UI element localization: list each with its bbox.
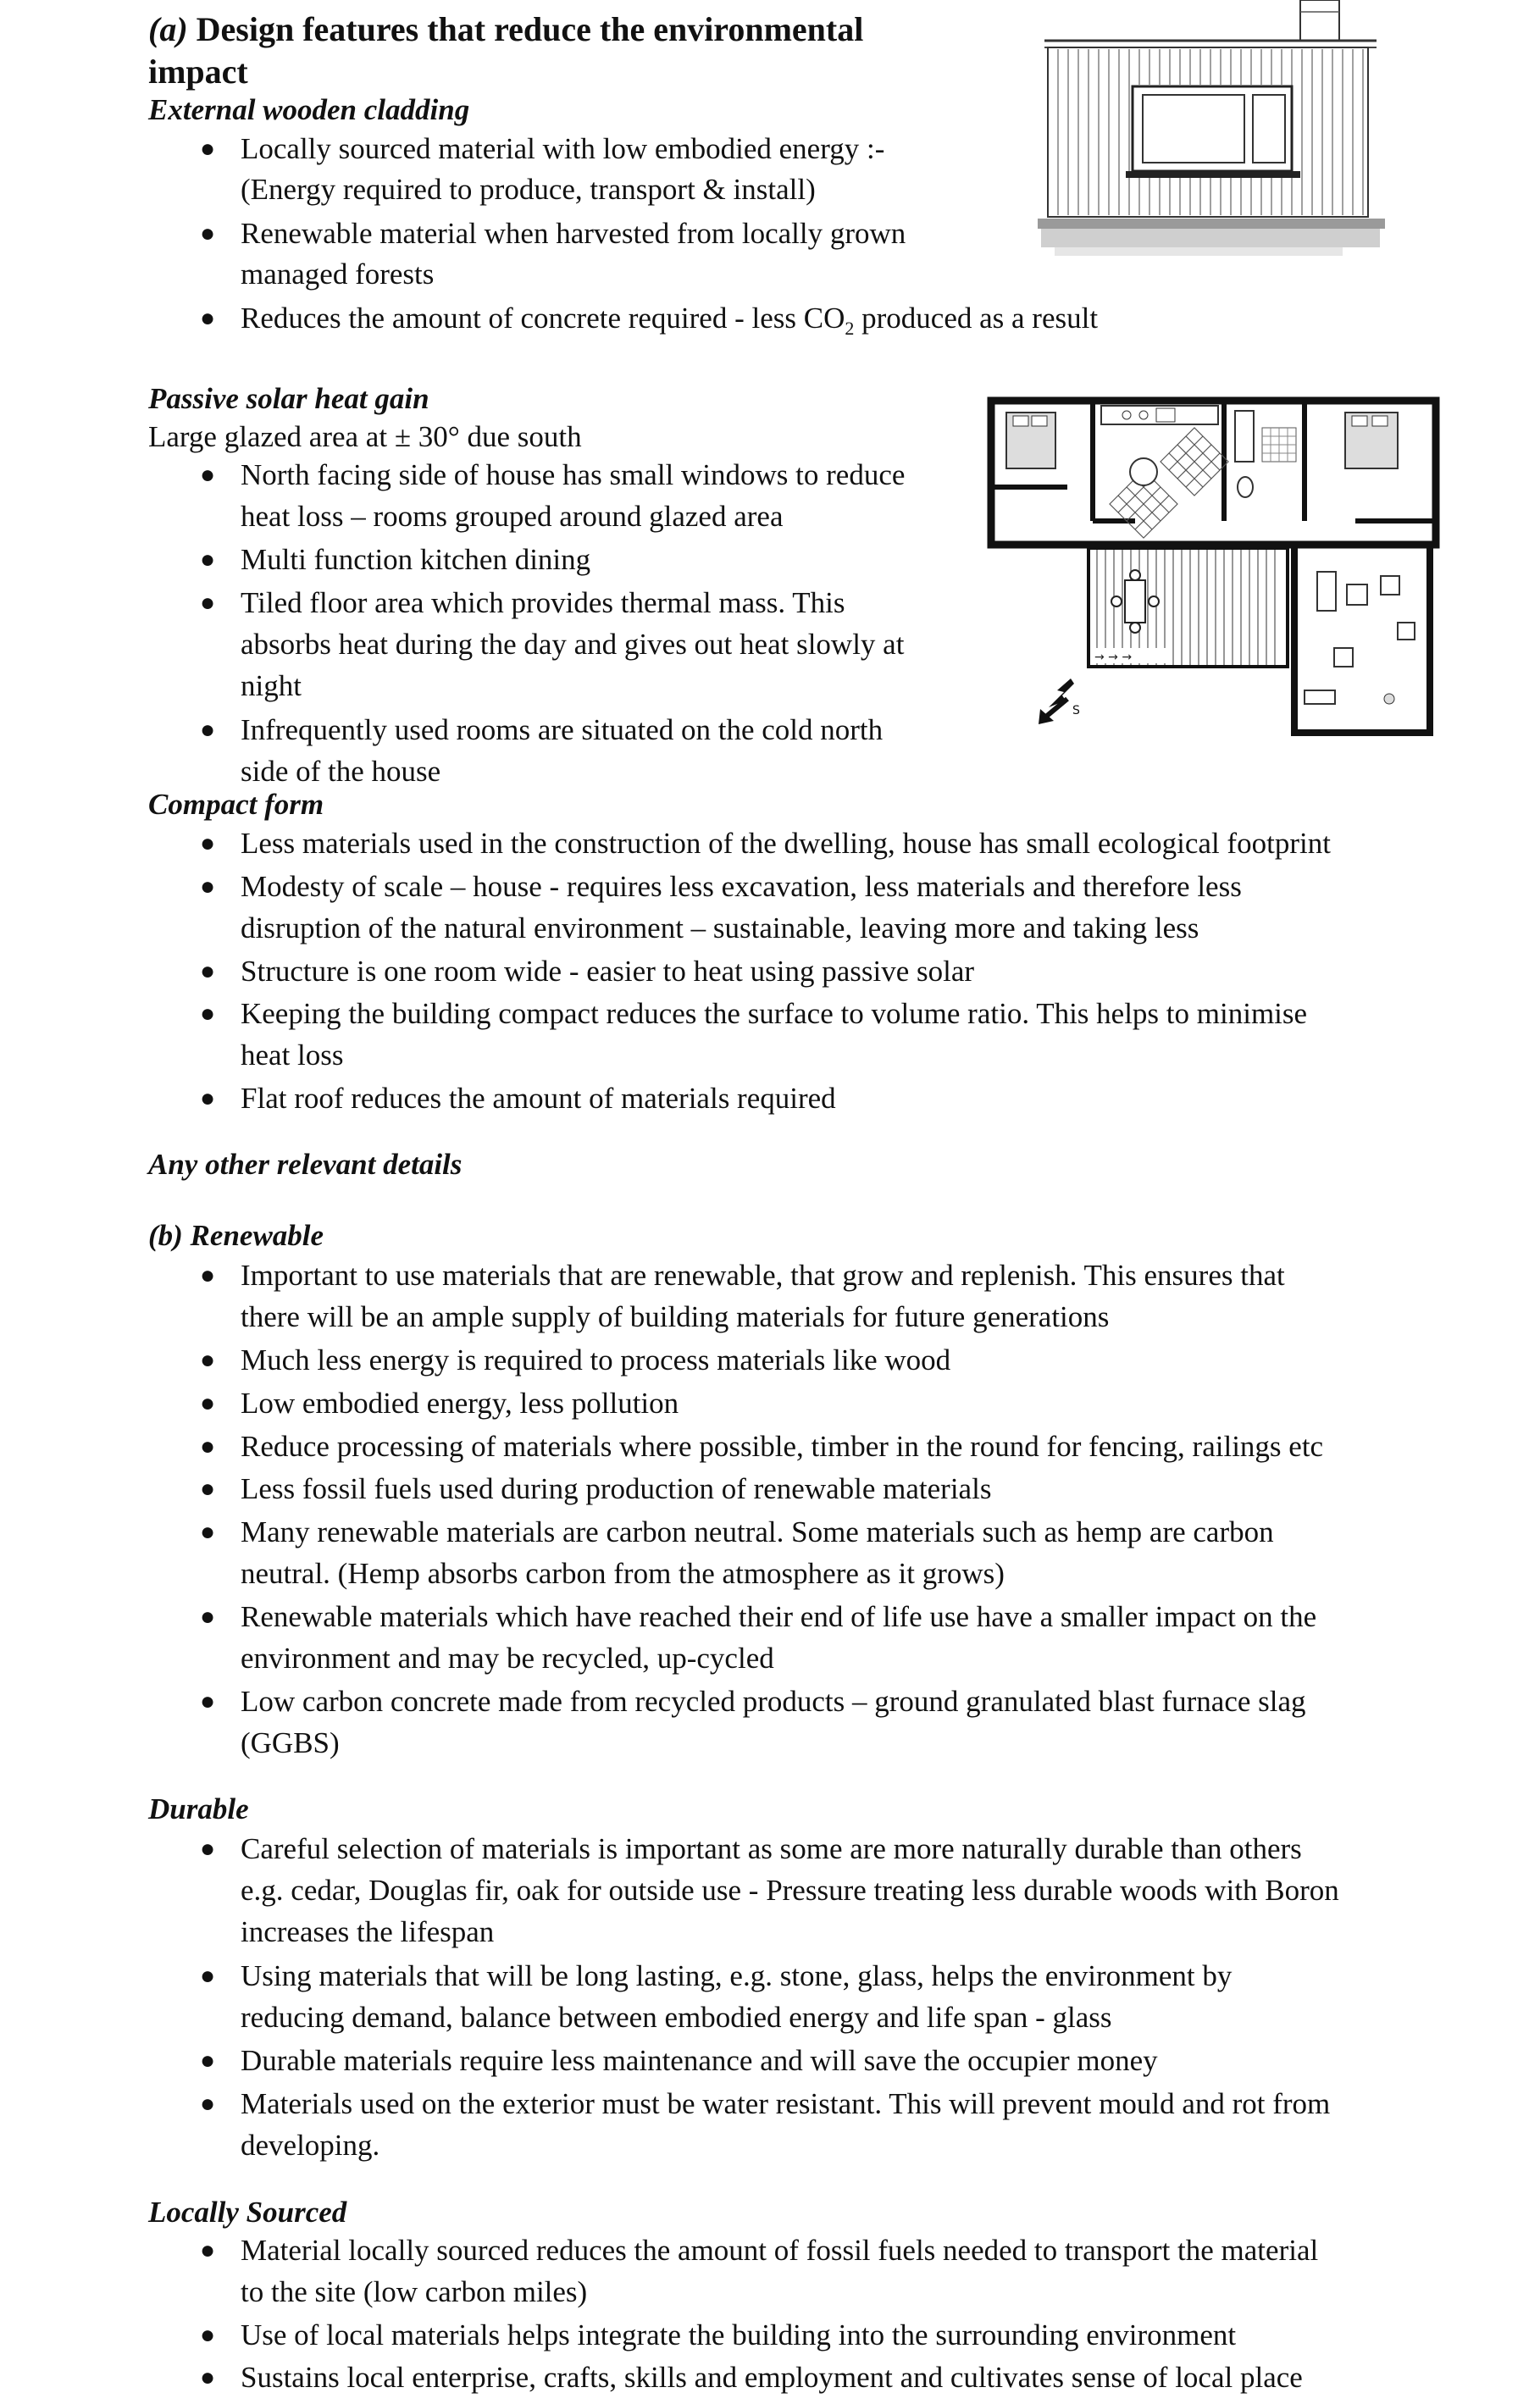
list-item-cont: absorbs heat during the day and gives out heat slowly at bbox=[241, 628, 905, 661]
bullet: ● bbox=[200, 2090, 216, 2118]
bullet: ● bbox=[200, 1000, 216, 1028]
bullet: ● bbox=[200, 546, 216, 573]
bullet: ● bbox=[200, 2321, 216, 2349]
list-item-cont: increases the lifespan bbox=[241, 1915, 495, 1948]
bullet: ● bbox=[200, 1432, 216, 1460]
bullet: ● bbox=[200, 1518, 216, 1546]
list-item: Multi function kitchen dining bbox=[241, 543, 591, 576]
list-item: Materials used on the exterior must be water resistant. This will prevent mould and rot from bbox=[241, 2087, 1331, 2120]
list-item: Material locally sourced reduces the amount of fossil fuels needed to transport the material bbox=[241, 2234, 1319, 2267]
list-item-cont: managed forests bbox=[241, 258, 435, 291]
bullet: ● bbox=[200, 829, 216, 857]
bullet: ● bbox=[200, 716, 216, 744]
list-item: Low embodied energy, less pollution bbox=[241, 1387, 679, 1420]
list-item: Important to use materials that are renewable, that grow and replenish. This ensures that bbox=[241, 1259, 1285, 1292]
list-item: Less materials used in the construction of the dwelling, house has small ecological footprint bbox=[241, 827, 1331, 860]
list-item-cont: (GGBS) bbox=[241, 1726, 340, 1759]
bullet: ● bbox=[200, 304, 216, 332]
list-item-cont: developing. bbox=[241, 2129, 380, 2162]
co2-subscript: 2 bbox=[845, 318, 855, 339]
list-item-cont: environment and may be recycled, up-cycled bbox=[241, 1642, 774, 1675]
bullet: ● bbox=[200, 461, 216, 489]
list-item: Structure is one room wide - easier to heat using passive solar bbox=[241, 955, 975, 988]
list-item-cont: heat loss bbox=[241, 1039, 344, 1072]
renewable-heading: (b) Renewable bbox=[148, 1219, 324, 1252]
list-item: Less fossil fuels used during production of renewable materials bbox=[241, 1472, 992, 1505]
list-item: Low carbon concrete made from recycled products – ground granulated blast furnace slag bbox=[241, 1685, 1306, 1718]
section-a-title-line1: Design features that reduce the environmental bbox=[196, 10, 864, 48]
bullet: ● bbox=[200, 1962, 216, 1990]
list-item: Modesty of scale – house - requires less excavation, less materials and therefore less bbox=[241, 870, 1242, 903]
list-item: Durable materials require less maintenance and will save the occupier money bbox=[241, 2044, 1158, 2077]
svg-text:→ → →: → → → bbox=[1094, 651, 1133, 664]
section-a-label: (a) bbox=[148, 10, 188, 48]
compact-form-heading: Compact form bbox=[148, 788, 324, 821]
list-item: Careful selection of materials is important as some are more naturally durable than others bbox=[241, 1832, 1302, 1865]
bullet: ● bbox=[200, 135, 216, 163]
list-item: Flat roof reduces the amount of materials required bbox=[241, 1082, 836, 1115]
list-item-cont: side of the house bbox=[241, 755, 441, 788]
locally-sourced-heading: Locally Sourced bbox=[148, 2196, 347, 2229]
list-item-cont: night bbox=[241, 669, 302, 702]
bullet: ● bbox=[200, 872, 216, 900]
bullet: ● bbox=[200, 1084, 216, 1112]
co2-text-post: produced as a result bbox=[854, 302, 1099, 335]
floor-plan-sketch bbox=[983, 394, 1444, 737]
bullet: ● bbox=[200, 2047, 216, 2074]
list-item-cont: (Energy required to produce, transport & install) bbox=[241, 173, 816, 206]
list-item-cont: to the site (low carbon miles) bbox=[241, 2275, 588, 2308]
passive-solar-intro: Large glazed area at ± 30° due south bbox=[148, 420, 582, 453]
list-item: Renewable material when harvested from locally grown bbox=[241, 217, 906, 250]
passive-solar-heading: Passive solar heat gain bbox=[148, 382, 429, 415]
south-label: S bbox=[1072, 704, 1080, 717]
bullet: ● bbox=[200, 589, 216, 617]
cladding-elevation-sketch bbox=[1038, 0, 1385, 263]
list-item-cont: heat loss – rooms grouped around glazed area bbox=[241, 500, 784, 533]
bullet: ● bbox=[200, 2363, 216, 2391]
list-item: Reduce processing of materials where possible, timber in the round for fencing, railings etc bbox=[241, 1430, 1324, 1463]
list-item: Keeping the building compact reduces the surface to volume ratio. This helps to minimise bbox=[241, 997, 1308, 1030]
bullet: ● bbox=[200, 1603, 216, 1631]
other-details-heading: Any other relevant details bbox=[148, 1148, 463, 1181]
list-item: Many renewable materials are carbon neutral. Some materials such as hemp are carbon bbox=[241, 1515, 1274, 1548]
bullet: ● bbox=[200, 1346, 216, 1374]
bullet: ● bbox=[200, 1389, 216, 1417]
bullet: ● bbox=[200, 1835, 216, 1863]
list-item: Much less energy is required to process materials like wood bbox=[241, 1343, 951, 1376]
section-a-title-line2: impact bbox=[148, 53, 248, 91]
bullet: ● bbox=[200, 219, 216, 247]
list-item-cont: neutral. (Hemp absorbs carbon from the atmosphere as it grows) bbox=[241, 1557, 1005, 1590]
external-cladding-heading: External wooden cladding bbox=[148, 93, 470, 126]
list-item: Infrequently used rooms are situated on the cold north bbox=[241, 713, 884, 746]
bullet: ● bbox=[200, 957, 216, 985]
list-item: Use of local materials helps integrate the building into the surrounding environment bbox=[241, 2318, 1237, 2351]
list-item: Sustains local enterprise, crafts, skills and employment and cultivates sense of local place bbox=[241, 2361, 1303, 2394]
durable-heading: Durable bbox=[148, 1792, 249, 1825]
section-a-heading bbox=[148, 8, 863, 51]
co2-text-pre: Reduces the amount of concrete required - less CO bbox=[241, 302, 845, 335]
list-item: Renewable materials which have reached their end of life use have a smaller impact on the bbox=[241, 1600, 1317, 1633]
bullet: ● bbox=[200, 1687, 216, 1715]
bullet: ● bbox=[200, 1261, 216, 1289]
bullet: ● bbox=[200, 1475, 216, 1503]
list-item: North facing side of house has small windows to reduce bbox=[241, 458, 906, 491]
bullet: ● bbox=[200, 2236, 216, 2264]
list-item-cont: there will be an ample supply of building materials for future generations bbox=[241, 1300, 1110, 1333]
list-item-co2 bbox=[241, 298, 1098, 349]
list-item-cont: e.g. cedar, Douglas fir, oak for outside use - Pressure treating less durable woods with Boron bbox=[241, 1874, 1339, 1907]
list-item: Tiled floor area which provides thermal mass. This bbox=[241, 586, 845, 619]
list-item: Locally sourced material with low embodied energy :- bbox=[241, 132, 885, 165]
list-item-cont: reducing demand, balance between embodied energy and life span - glass bbox=[241, 2001, 1112, 2034]
list-item-cont: disruption of the natural environment – sustainable, leaving more and taking less bbox=[241, 911, 1199, 944]
list-item: Using materials that will be long lasting, e.g. stone, glass, helps the environment by bbox=[241, 1959, 1233, 1992]
